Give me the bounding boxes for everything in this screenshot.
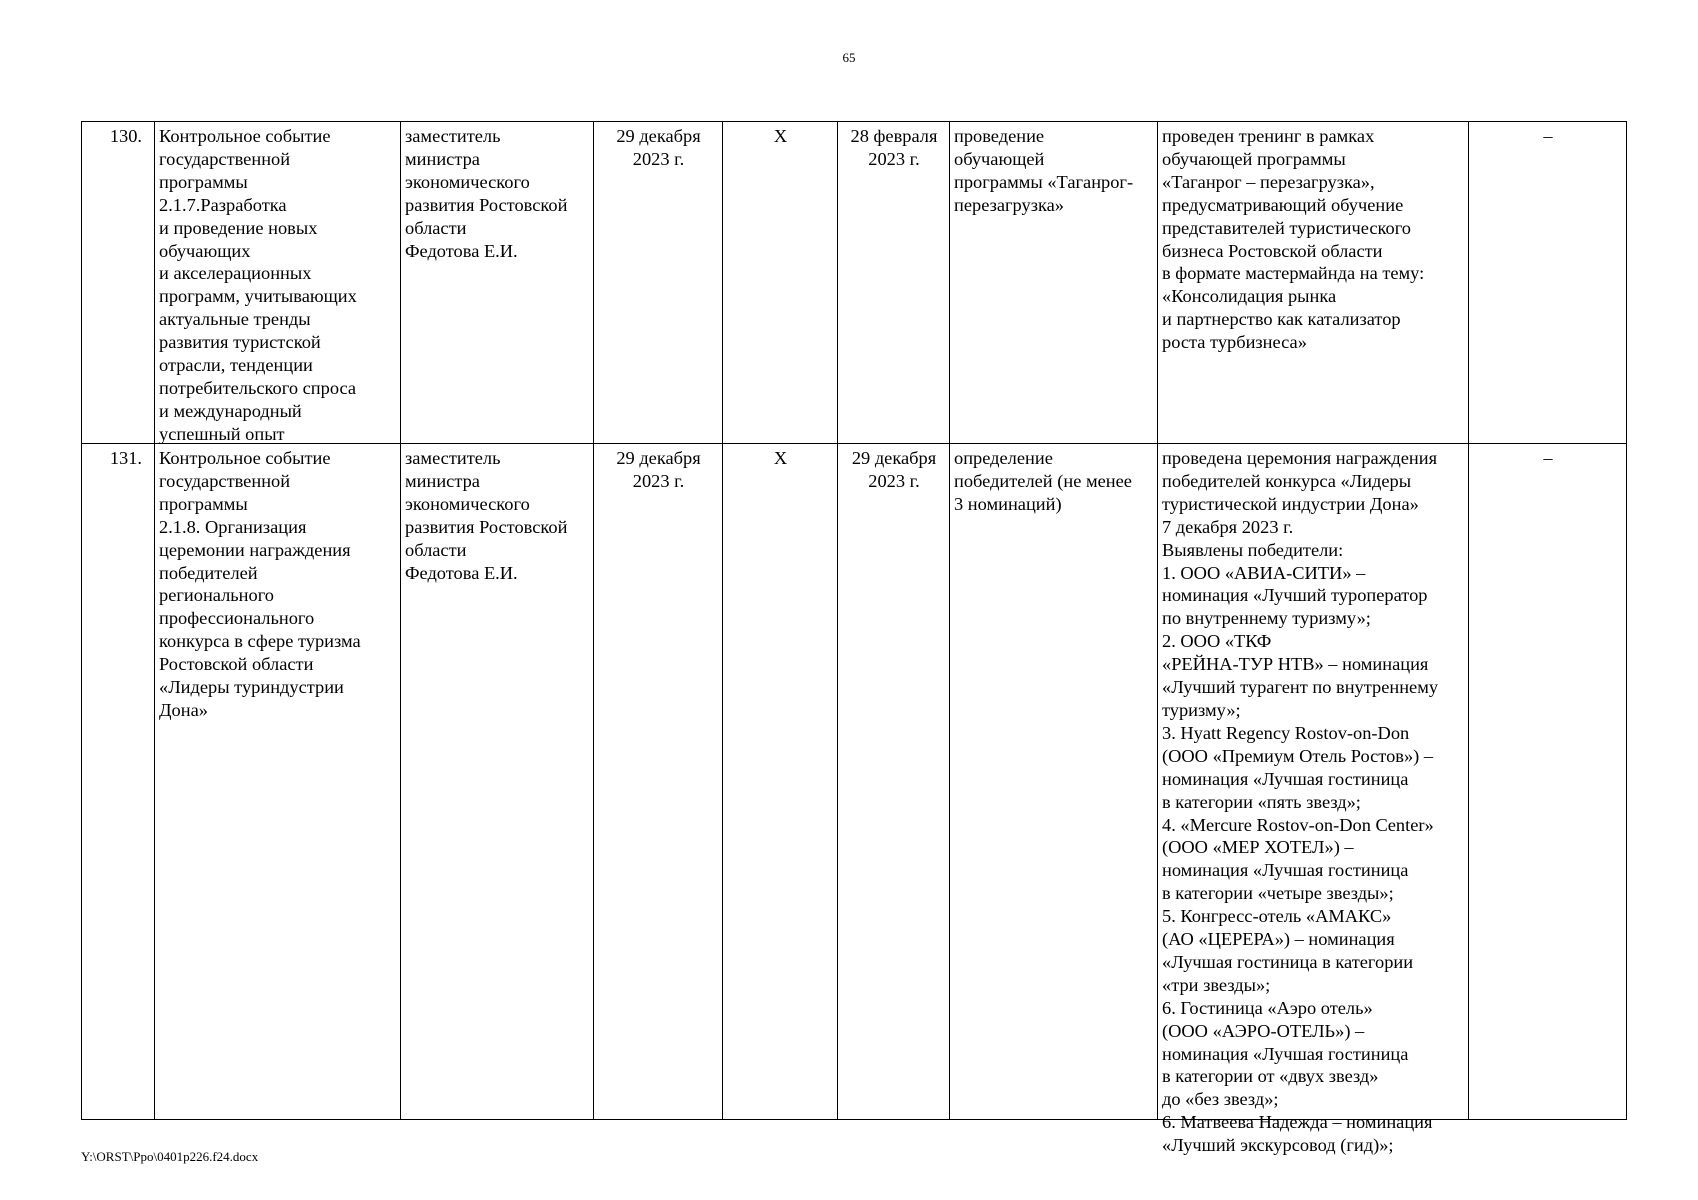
mark-cell: Х bbox=[723, 122, 838, 444]
row-number: 130. bbox=[82, 122, 155, 444]
actual-result-cell: проведена церемония награждения победителей конкурса «Лидеры туристической индустрии Дона» 7 декабря 2023 г. Выявлены победители: 1. ООО «АВИА-СИТИ» – номинация «Лучший туроператор по внутреннему туризму»; 2. ООО «ТКФ «РЕЙНА-ТУР НТВ» – номинация «Лучший турагент по внутреннему туризму»; 3. Hyatt Regency Rostov-on-Don (ООО «Премиум Отель Ростов») – номинация «Лучшая гостиница в категории «пять звезд»; 4. «Mercure Rostov-on-Don Center» (ООО «МЕР ХОТЕЛ») – номинация «Лучшая гостиница в категории «четыре звезды»; 5. Конгресс-отель «АМАКС» (АО «ЦЕРЕРА») – номинация «Лучшая гостиница в категории «три звезды»; 6. Гостиница «Аэро отель» (ООО «АЭРО-ОТЕЛЬ») – номинация «Лучшая гостиница в категории от «двух звезд» до «без звезд»; 6. Матвеева Надежда – номинация «Лучший экскурсовод (гид)»; bbox=[1158, 444, 1469, 1120]
plan-date-cell: 29 декабря 2023 г. bbox=[594, 444, 723, 1120]
report-table bbox=[81, 121, 1627, 1156]
plan-date-cell: 29 декабря 2023 г. bbox=[594, 122, 723, 444]
control-event-cell: Контрольное событие государственной программы 2.1.8. Организация церемонии награждения победителей регионального профессионального конкурса в сфере туризма Ростовской области «Лидеры туриндустрии Дона» bbox=[155, 444, 401, 1120]
actual-result-cell: проведен тренинг в рамках обучающей программы «Таганрог – перезагрузка», предусматривающий обучение представителей туристического бизнеса Ростовской области в формате мастермайнда на тему: «Консолидация рынка и партнерство как катализатор роста турбизнеса» bbox=[1158, 122, 1469, 444]
notes-cell: – bbox=[1469, 122, 1627, 444]
fact-date-cell: 29 декабря 2023 г. bbox=[838, 444, 950, 1120]
table-row bbox=[82, 444, 1627, 1120]
expected-result-cell: определение победителей (не менее 3 номинаций) bbox=[950, 444, 1158, 1120]
responsible-cell: заместитель министра экономического развития Ростовской области Федотова Е.И. bbox=[401, 122, 594, 444]
mark-cell: Х bbox=[723, 444, 838, 1120]
table-row bbox=[82, 122, 1627, 444]
fact-date-cell: 28 февраля 2023 г. bbox=[838, 122, 950, 444]
notes-cell: – bbox=[1469, 444, 1627, 1120]
page-number: 65 bbox=[842, 50, 856, 65]
responsible-cell: заместитель министра экономического развития Ростовской области Федотова Е.И. bbox=[401, 444, 594, 1120]
control-event-cell: Контрольное событие государственной программы 2.1.7.Разработка и проведение новых обучающих и акселерационных программ, учитывающих актуальные тренды развития туристской отрасли, тенденции потребительского спроса и международный успешный опыт bbox=[155, 122, 401, 444]
file-path: Y:\ORST\Ppo\0401p226.f24.docx bbox=[81, 1149, 259, 1164]
expected-result-cell: проведение обучающей программы «Таганрог- перезагрузка» bbox=[950, 122, 1158, 444]
row-number: 131. bbox=[82, 444, 155, 1120]
